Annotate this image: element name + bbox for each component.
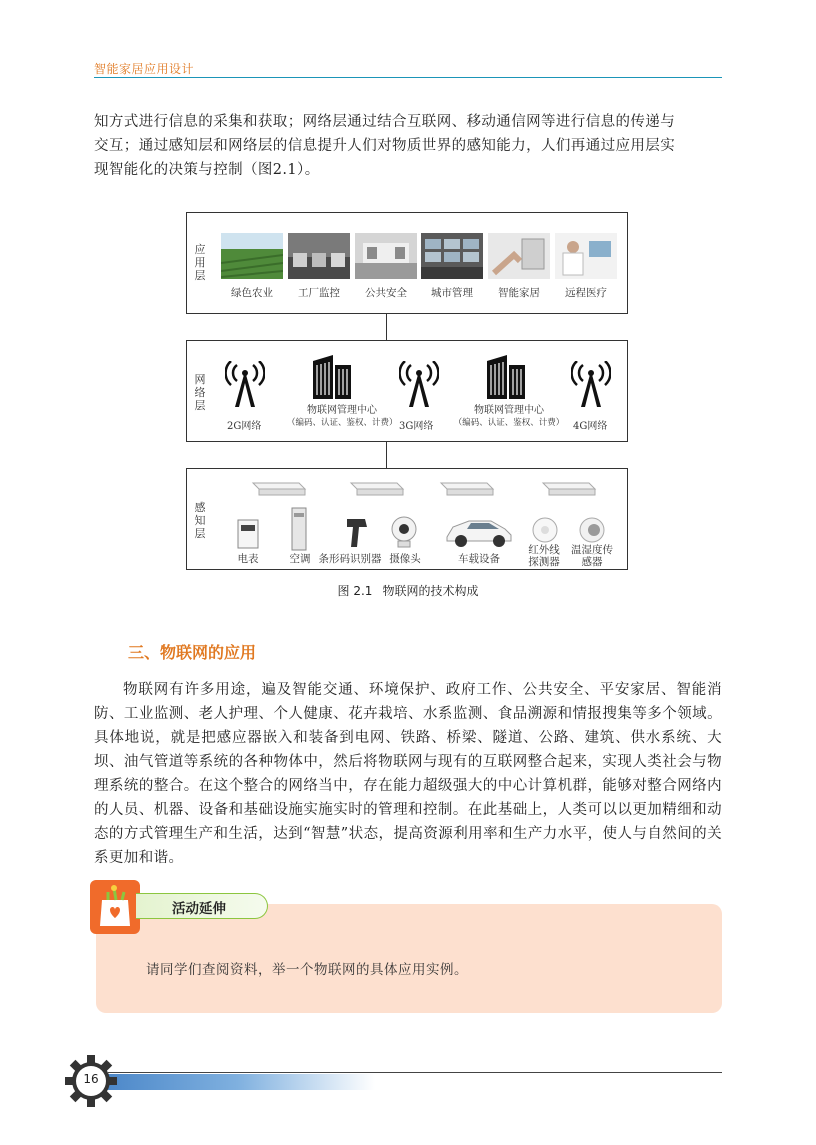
device-camera: 摄像头 (389, 553, 421, 565)
application-layer-label: 应用层 (194, 243, 206, 282)
gateway-router-icon (539, 477, 597, 497)
building-icon (485, 355, 527, 399)
iot-architecture-diagram (186, 212, 630, 570)
device-temp-humidity: 温湿度传感器 (571, 544, 613, 568)
electric-meter-icon (237, 519, 259, 549)
management-center-2-detail: （编码、认证、鉴权、计费） (453, 418, 565, 428)
app-item-public-safety: 公共安全 (365, 287, 407, 299)
public-safety-photo (355, 233, 417, 279)
shopping-bag-icon (90, 880, 140, 934)
page-number: 16 (83, 1072, 99, 1086)
application-layer-box (186, 212, 628, 314)
agriculture-photo (221, 233, 283, 279)
air-conditioner-icon (291, 507, 307, 551)
app-item-agriculture: 绿色农业 (231, 287, 273, 299)
network-3g-label: 3G网络 (399, 421, 434, 432)
connector-network-sensing (386, 442, 387, 468)
intro-line-1: 知方式进行信息的采集和获取；网络层通过结合互联网、移动通信网等进行信息的传递与 (94, 114, 676, 130)
footer-gradient-bar (100, 1074, 375, 1090)
device-infrared: 红外线探测器 (528, 544, 560, 568)
body-paragraph: 物联网有许多用途，遍及智能交通、环境保护、政府工作、公共安全、平安家居、智能消防、工业监测、老人护理、个人健康、花卉栽培、水系监测、食品溯源和情报搜集等多个领域。具体地说，就是把感应器嵌入和装备到电网、铁路、桥梁、隧道、公路、建筑、供水系统、大坝、油气管道等系统的各种物体中，然后将物联网与现有的互联网整合起来，实现人类社会与物理系统的整合。在这个整合的网络当中，存在能力超级强大的中心计算机群，能够对整合网络内的人员、机器、设备和基础设施实施实时的管理和控制。在此基础上，人类可以以更加精细和动态的方式管理生产和生活，达到“智慧”状态，提高资源利用率和生产力水平，使人与自然间的关系更加和谐。 (94, 682, 722, 866)
activity-title: 活动延伸 (172, 901, 226, 917)
running-header: 智能家居应用设计 (94, 62, 195, 76)
app-item-smart-home: 智能家居 (498, 287, 540, 299)
app-item-medical: 远程医疗 (565, 287, 607, 299)
gateway-router-icon (249, 477, 307, 497)
network-4g-label: 4G网络 (573, 421, 608, 432)
management-center-1 (287, 401, 397, 428)
intro-line-3: 现智能化的决策与控制（图2.1）。 (94, 162, 320, 178)
barcode-scanner-icon (345, 515, 369, 549)
footer-rule (108, 1072, 722, 1073)
connector-app-network (386, 314, 387, 340)
gateway-router-icon (347, 477, 405, 497)
camera-icon (389, 515, 419, 549)
tower-3g-icon (399, 361, 439, 409)
device-ac: 空调 (289, 553, 311, 565)
network-2g-label: 2G网络 (227, 421, 262, 432)
intro-line-2: 交互；通过感知层和网络层的信息提升人们对物质世界的感知能力，人们再通过应用层实 (94, 138, 676, 154)
vehicle-icon (443, 513, 515, 549)
tower-4g-icon (571, 361, 611, 409)
network-layer-box (186, 340, 628, 442)
figure-caption (0, 582, 816, 599)
app-item-factory: 工厂监控 (298, 287, 340, 299)
intro-paragraph (94, 110, 722, 182)
app-item-city: 城市管理 (431, 287, 473, 299)
remote-medical-photo (555, 233, 617, 279)
section-title: 三、物联网的应用 (128, 643, 257, 662)
humidity-sensor-icon (577, 515, 607, 545)
management-center-1-title: 物联网管理中心 (307, 405, 377, 416)
network-layer-label: 网络层 (194, 373, 206, 412)
header-rule (94, 77, 722, 78)
figure-title: 物联网的技术构成 (382, 584, 479, 598)
device-meter: 电表 (237, 553, 259, 565)
infrared-detector-icon (531, 515, 559, 545)
city-management-photo (421, 233, 483, 279)
sensing-layer-label: 感知层 (194, 501, 206, 540)
management-center-1-detail: （编码、认证、鉴权、计费） (287, 418, 398, 428)
building-icon (311, 355, 353, 399)
smart-home-photo (488, 233, 550, 279)
management-center-2 (453, 401, 565, 428)
gateway-router-icon (437, 477, 495, 497)
tower-2g-icon (225, 361, 265, 409)
management-center-2-title: 物联网管理中心 (474, 405, 544, 416)
activity-text: 请同学们查阅资料，举一个物联网的具体应用实例。 (146, 962, 468, 978)
device-barcode: 条形码识别器 (318, 553, 382, 565)
sensing-layer-box (186, 468, 628, 570)
device-vehicle: 车载设备 (458, 553, 500, 565)
figure-number: 图 2.1 (337, 584, 373, 598)
activity-icon-badge (90, 880, 140, 934)
factory-photo (288, 233, 350, 279)
